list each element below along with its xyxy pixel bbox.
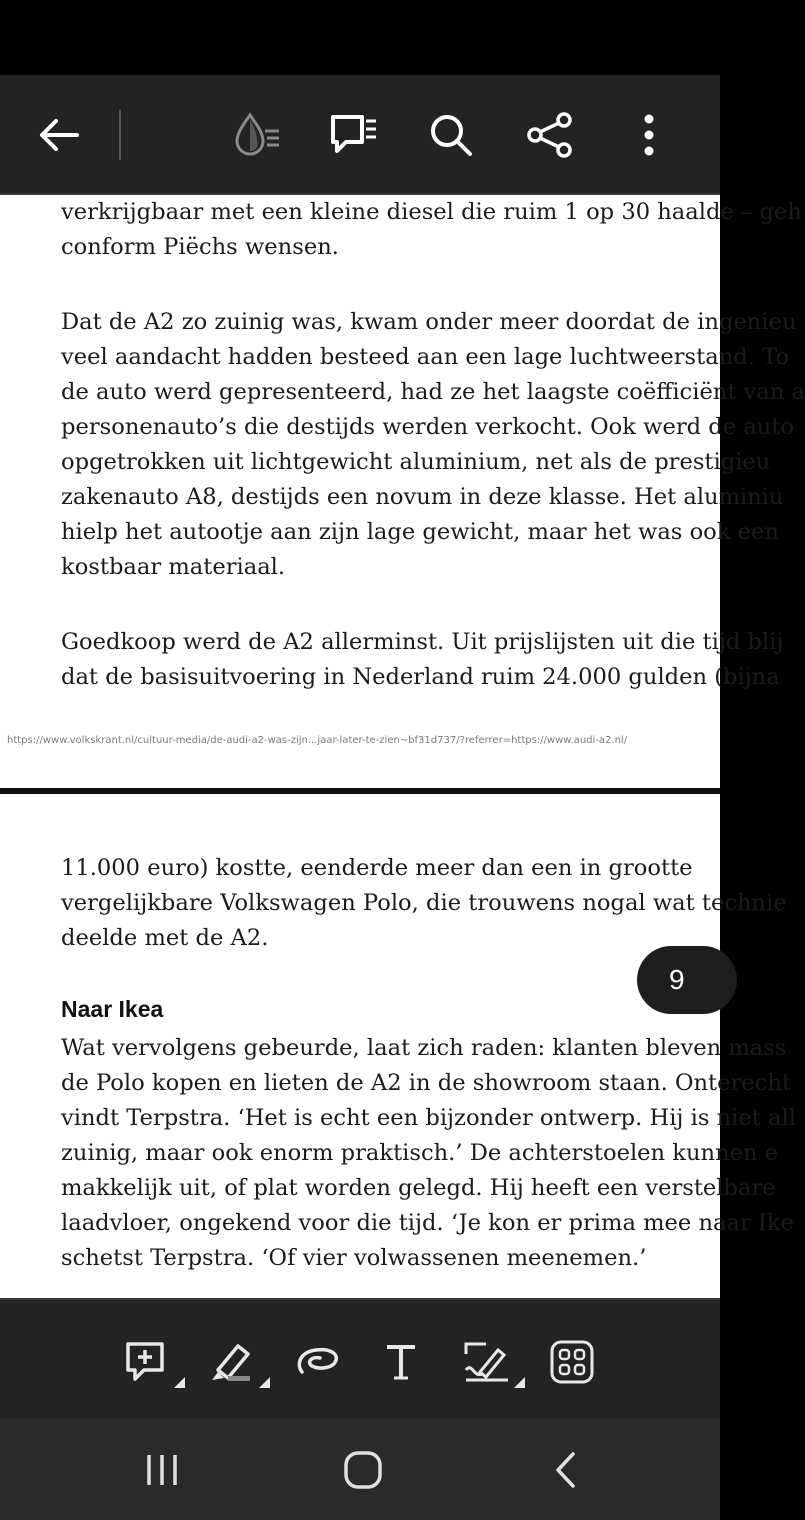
text-line: dat de basisuitvoering in Nederland ruim 24.000 gulden (bijna: [61, 664, 780, 690]
reading-mode-icon[interactable]: [226, 105, 286, 165]
text-line: Goedkoop werd de A2 allerminst. Uit prijslijsten uit die tijd blij: [61, 629, 784, 655]
annotation-toolbar: [0, 1298, 720, 1418]
paragraph-1: [61, 195, 802, 265]
paragraph-5: [61, 1031, 796, 1276]
text-line: personenauto’s die destijds werden verkocht. Ook werd de auto: [61, 414, 795, 440]
back-icon[interactable]: [535, 1444, 595, 1496]
text-line: makkelijk uit, of plat worden gelegd. Hij heeft een verstelbare: [61, 1175, 776, 1201]
text-line: zakenauto A8, destijds een novum in deze klasse. Het aluminiu: [61, 484, 784, 510]
text-line: veel aandacht hadden besteed aan een lage luchtweerstand. To: [61, 344, 789, 370]
system-nav-bar: [0, 1418, 720, 1520]
page-footer-url: https://www.volkskrant.nl/cultuur-media/de-audi-a2-was-zijn...jaar-later-te-zien~bf31d737/?referrer=https://www.audi-a2.nl/: [7, 735, 628, 746]
text-line: vergelijkbare Volkswagen Polo, die trouwens nogal wat technie: [61, 890, 787, 916]
document-page-8: [0, 195, 805, 788]
status-bar: [0, 0, 720, 75]
comments-icon[interactable]: [323, 105, 383, 165]
recent-apps-icon[interactable]: [132, 1444, 192, 1496]
top-toolbar: [0, 75, 720, 195]
expand-indicator-icon: [259, 1377, 270, 1388]
more-options-icon[interactable]: [619, 105, 679, 165]
text-line: de auto werd gepresenteerd, had ze het laagste coëfficiënt van a: [61, 379, 805, 405]
text-line: verkrijgbaar met een kleine diesel die ruim 1 op 30 haalde – geh: [61, 199, 802, 225]
text-line: conform Piëchs wensen.: [61, 234, 339, 260]
text-line: vindt Terpstra. ‘Het is echt een bijzonder ontwerp. Hij is niet all: [61, 1105, 796, 1131]
text-line: schetst Terpstra. ‘Of vier volwassenen meenemen.’: [61, 1245, 647, 1271]
paragraph-3: [61, 625, 783, 695]
expand-indicator-icon: [174, 1377, 185, 1388]
signature-icon[interactable]: [457, 1332, 517, 1392]
section-heading: Naar Ikea: [61, 996, 164, 1022]
text-line: de Polo kopen en lieten de A2 in de showroom staan. Onterecht: [61, 1070, 791, 1096]
highlighter-icon[interactable]: [201, 1332, 261, 1392]
text-line: Dat de A2 zo zuinig was, kwam onder meer doordat de ingenieu: [61, 309, 797, 335]
paragraph-4: [61, 851, 787, 956]
text-icon[interactable]: [371, 1332, 431, 1392]
page-number-badge[interactable]: 9: [637, 946, 737, 1014]
grid-icon[interactable]: [542, 1332, 602, 1392]
text-line: laadvloer, ongekend voor die tijd. ‘Je kon er prima mee naar Ike: [61, 1210, 794, 1236]
text-line: zuinig, maar ook enorm praktisch.’ De achterstoelen kunnen e: [61, 1140, 779, 1166]
paragraph-2: [61, 305, 805, 585]
text-line: opgetrokken uit lichtgewicht aluminium, net als de prestigieu: [61, 449, 771, 475]
text-line: 11.000 euro) kostte, eenderde meer dan een in grootte: [61, 855, 693, 881]
toolbar-separator: [119, 110, 121, 160]
text-line: Wat vervolgens gebeurde, laat zich raden: klanten bleven mass: [61, 1035, 787, 1061]
search-icon[interactable]: [421, 105, 481, 165]
expand-indicator-icon: [514, 1377, 525, 1388]
add-comment-icon[interactable]: [116, 1332, 176, 1392]
text-line: hielp het autootje aan zijn lage gewicht, maar het was ook een: [61, 519, 779, 545]
document-page-9: [0, 794, 796, 1298]
text-line: kostbaar materiaal.: [61, 554, 286, 580]
home-icon[interactable]: [333, 1444, 393, 1496]
share-icon[interactable]: [520, 105, 580, 165]
text-line: deelde met de A2.: [61, 925, 269, 951]
lasso-icon[interactable]: [287, 1332, 347, 1392]
back-arrow-icon[interactable]: [29, 105, 89, 165]
